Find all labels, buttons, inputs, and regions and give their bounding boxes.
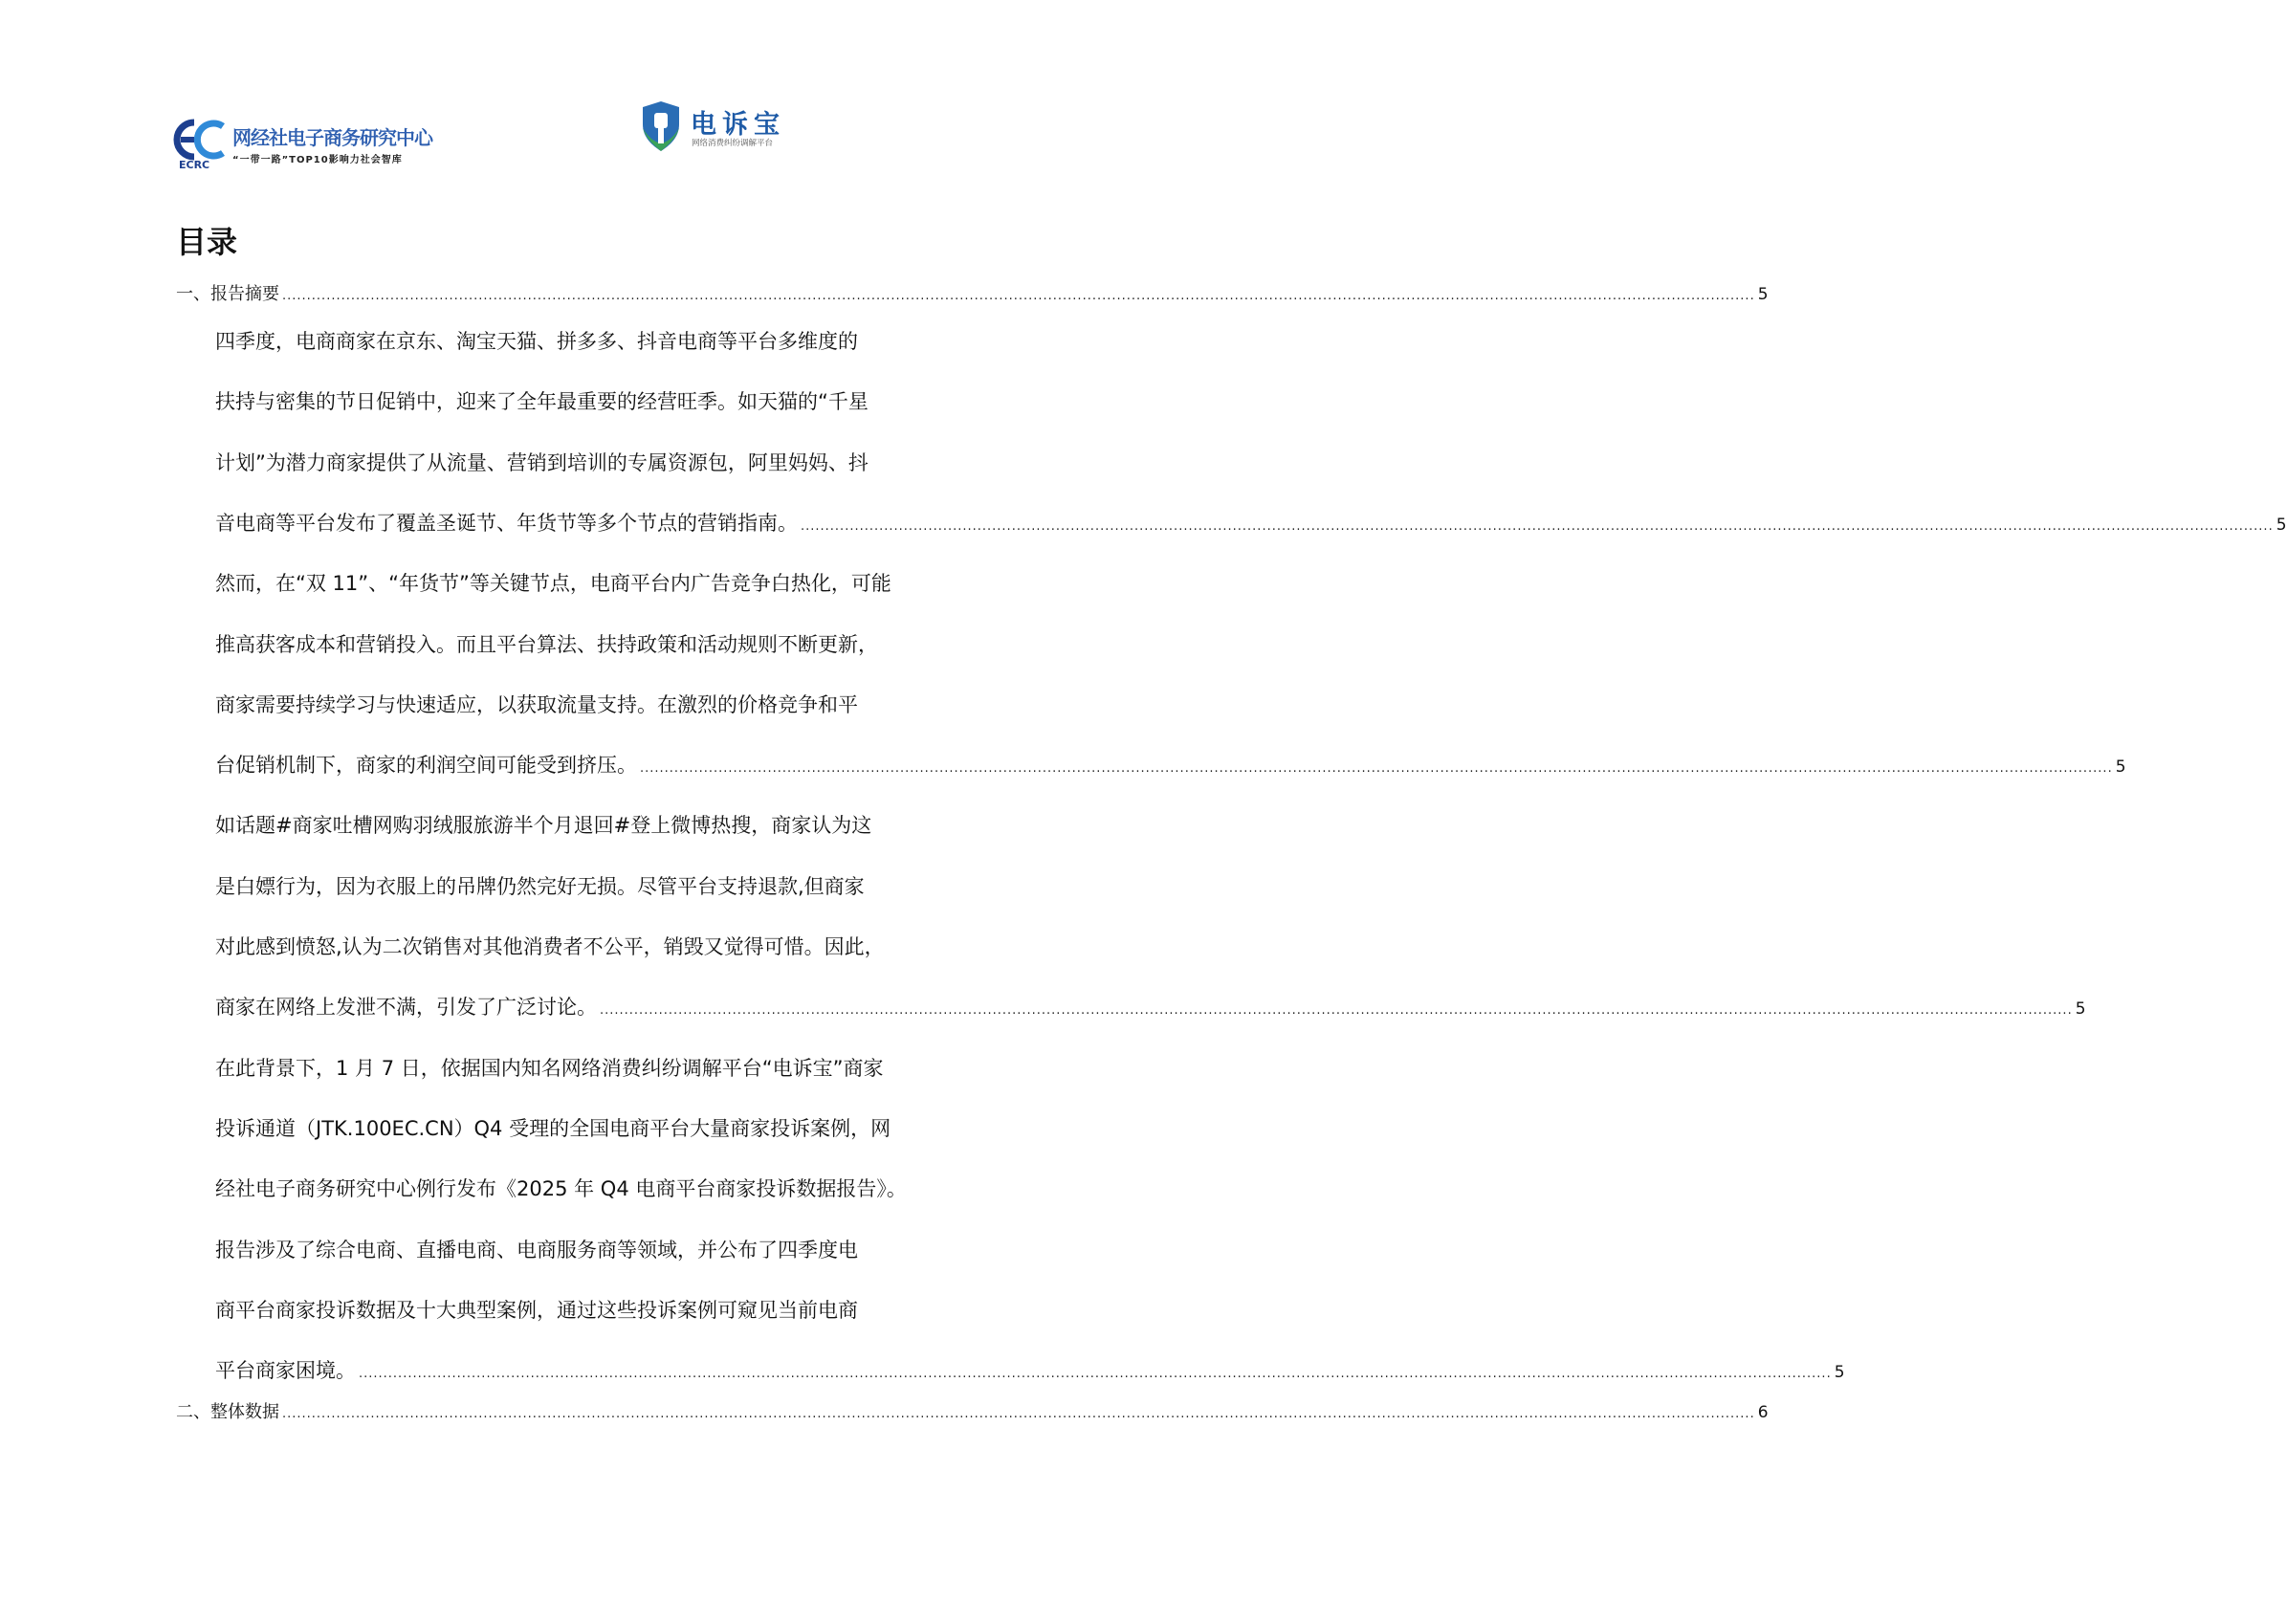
toc-entry-text: 平台商家困境。 <box>215 1359 356 1383</box>
toc-entry-text: 四季度，电商商家在京东、淘宝天猫、拼多多、抖音电商等平台多维度的 <box>215 330 858 353</box>
toc-entry-text: 音电商等平台发布了覆盖圣诞节、年货节等多个节点的营销指南。 <box>215 511 798 535</box>
ecrc-ec-logo-icon <box>175 121 229 159</box>
toc-entry-text: 商家在网络上发泄不满，引发了广泛讨论。 <box>215 996 597 1020</box>
toc-entry-line[interactable] <box>215 873 980 900</box>
dot-leader: ............................................................................................................................................................................................................................................................................................................ <box>282 289 1755 303</box>
toc-entry-text: 报告涉及了综合电商、直播电商、电商服务商等领域，并公布了四季度电 <box>215 1238 858 1262</box>
dot-leader: ............................................................................................................................................................................................................................................................................................................ <box>359 1367 1832 1382</box>
toc-entry-line[interactable] <box>215 812 980 839</box>
toc-entry-text: 如话题#商家吐槽网购羽绒服旅游半个月退回#登上微博热搜，商家认为这 <box>215 814 872 838</box>
toc-entry-text: 然而，在“双 11”、“年货节”等关键节点，电商平台内广告竞争白热化，可能 <box>215 572 891 596</box>
toc-entry-line[interactable] <box>215 570 980 597</box>
toc-entry-line[interactable] <box>215 1115 980 1142</box>
toc-entry-line[interactable] <box>215 1055 980 1082</box>
toc-entry-text: 投诉通道（JTK.100EC.CN）Q4 受理的全国电商平台大量商家投诉案例，网 <box>215 1116 891 1140</box>
toc-entry-text: 商平台商家投诉数据及十大典型案例，通过这些投诉案例可窥见当前电商 <box>215 1298 858 1322</box>
toc-entry-line[interactable] <box>215 328 980 355</box>
toc-entry-line[interactable] <box>215 1175 980 1202</box>
toc-page-number: 5 <box>1757 285 1769 304</box>
ecrc-name: 网经社电子商务研究中心 <box>232 126 432 149</box>
dianshubao-name: 电诉宝 <box>691 110 785 140</box>
toc-heading-entry[interactable] <box>176 1399 1769 1426</box>
toc-entry-line[interactable] <box>215 933 980 960</box>
toc-entry-text: 扶持与密集的节日促销中，迎来了全年最重要的经营旺季。如天猫的“千星 <box>215 390 869 414</box>
toc-entry-line[interactable] <box>215 1357 1845 1384</box>
dot-leader: ............................................................................................................................................................................................................................................................................................................ <box>640 761 2113 777</box>
toc-page-number: 5 <box>2075 999 2086 1020</box>
ecrc-abbr: ECRC <box>179 159 210 171</box>
toc-entry-line[interactable] <box>215 752 2126 779</box>
toc-entry-text: 经社电子商务研究中心例行发布《2025 年 Q4 电商平台商家投诉数据报告》。 <box>215 1177 907 1201</box>
toc-entry-line[interactable] <box>215 691 980 718</box>
dianshubao-subtitle: 网络消费纠纷调解平台 <box>692 139 774 148</box>
toc-entry-text: 台促销机制下，商家的利润空间可能受到挤压。 <box>215 754 637 778</box>
toc-title: 目录 <box>176 224 238 260</box>
ecrc-logo <box>175 117 481 174</box>
dianshubao-logo <box>641 99 813 155</box>
toc-page-number: 6 <box>1757 1403 1769 1423</box>
shield-fist-icon <box>641 99 681 153</box>
toc-page-number: 5 <box>1834 1363 1845 1383</box>
toc-entry-line[interactable] <box>215 388 980 415</box>
toc-entry-line[interactable] <box>215 994 2086 1020</box>
ecrc-slogan: “一带一路”TOP10影响力社会智库 <box>232 155 403 165</box>
toc-entry-text: 计划”为潜力商家提供了从流量、营销到培训的专属资源包，阿里妈妈、抖 <box>215 450 869 474</box>
toc-page-number: 5 <box>2276 515 2287 535</box>
toc-entry-line[interactable] <box>215 1237 980 1263</box>
toc-entry-line[interactable] <box>215 631 980 658</box>
toc-heading-entry[interactable] <box>176 281 1769 308</box>
toc-entry-text: 是白嫖行为，因为衣服上的吊牌仍然完好无损。尽管平台支持退款,但商家 <box>215 874 865 898</box>
toc-entry-text: 在此背景下，1 月 7 日，依据国内知名网络消费纠纷调解平台“电诉宝”商家 <box>215 1056 884 1080</box>
toc-entry-line[interactable] <box>215 510 2287 537</box>
dot-leader: ............................................................................................................................................................................................................................................................................................................ <box>282 1407 1755 1422</box>
toc-entry-text: 推高获客成本和营销投入。而且平台算法、扶持政策和活动规则不断更新， <box>215 632 878 656</box>
dot-leader: ............................................................................................................................................................................................................................................................................................................ <box>600 1003 2073 1019</box>
toc-page-number: 5 <box>2115 757 2126 778</box>
toc-entry-text: 商家需要持续学习与快速适应，以获取流量支持。在激烈的价格竞争和平 <box>215 692 858 716</box>
toc-entry-text: 一、报告摘要 <box>176 284 279 304</box>
toc-entry-line[interactable] <box>215 1297 980 1324</box>
toc-entry-text: 二、整体数据 <box>176 1402 279 1423</box>
dot-leader: ............................................................................................................................................................................................................................................................................................................ <box>801 518 2274 534</box>
toc-entry-line[interactable] <box>215 450 980 476</box>
toc-entry-text: 对此感到愤怒,认为二次销售对其他消费者不公平，销毁又觉得可惜。因此， <box>215 935 885 958</box>
